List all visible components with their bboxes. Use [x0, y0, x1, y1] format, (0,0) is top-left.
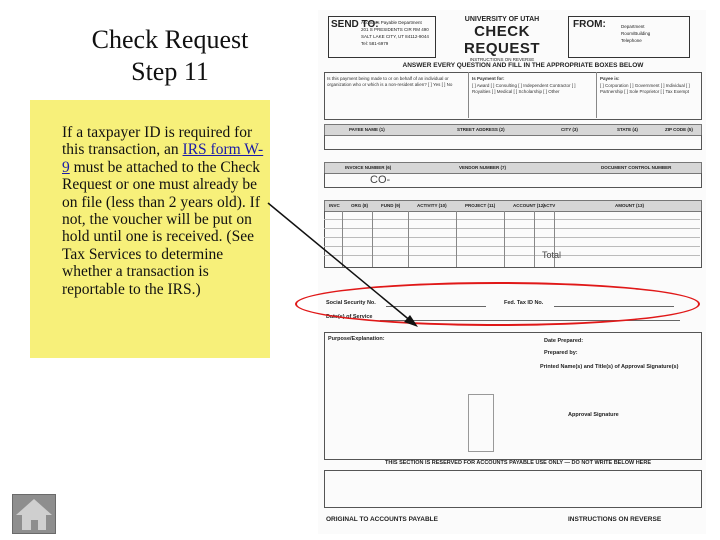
- co-prefix: CO-: [370, 174, 391, 186]
- col-zip: ZIP CODE (5): [665, 127, 693, 132]
- fed-tax-label: Fed. Tax ID No.: [504, 300, 544, 306]
- send-to-label: SEND TO:: [331, 19, 379, 30]
- col-vendor: VENDOR NUMBER (7): [459, 165, 507, 170]
- send-to-addr-line: 201 S PRESIDENTS CIR RM 490: [361, 27, 429, 32]
- purpose-label: Purpose/Explanation:: [328, 336, 385, 342]
- send-to-addr-line: SALT LAKE CITY, UT 84112-9044: [361, 34, 429, 39]
- payment-for-label: Is Payment for:: [472, 76, 505, 81]
- col-acct: ORG (8): [351, 203, 369, 208]
- col-acct: PROJECT (11): [465, 203, 496, 208]
- payee-is-options: [ ] Corporation [ ] Government [ ] Individual [ ] Partnership [ ] Sole Proprietor [ ] Tax Exempt: [600, 83, 690, 94]
- col-acct: ACTIVITY (10): [417, 203, 447, 208]
- slide-title-line2: Step 11: [131, 57, 209, 86]
- note-text-end: must be attached to the Check Request or one must already be on file (less than 2 years old). If not, the voucher will be put on hold until one is received. (See Tax Services to determine whether a transaction is reportable to the IRS.): [62, 158, 260, 298]
- col-city: CITY (3): [561, 127, 578, 132]
- nonresident-question: Is this payment being made to or on behalf of an individual or organization who or which is a non-resident alien? [ ] Yes [ ] No: [327, 76, 453, 87]
- date-prepared-label: Date Prepared:: [544, 338, 584, 344]
- payee-is-label: Payee is:: [600, 76, 620, 81]
- irs-w9-link[interactable]: IRS form W-9: [62, 141, 264, 176]
- send-to-addr-line: Tel: 581-6979: [361, 41, 389, 46]
- instructions-note: INSTRUCTIONS ON REVERSE: [469, 57, 535, 62]
- col-acct: INVC: [329, 203, 340, 208]
- note-text-start: If a taxpayer ID is required for this transaction, an: [62, 124, 253, 159]
- col-acct: FUND (9): [381, 203, 401, 208]
- ssn-label: Social Security No.: [326, 300, 376, 306]
- total-label: Total: [542, 250, 562, 260]
- col-acct: AMOUNT (13): [615, 203, 644, 208]
- send-to-addr-line: Accounts Payable Department: [361, 20, 422, 25]
- col-state: STATE (4): [617, 127, 638, 132]
- col-acct: ACCOUNT (12): [513, 203, 545, 208]
- approval-name-label: Printed Name(s) and Title(s) of Approval Signature(s): [540, 364, 679, 370]
- instructions-footer: INSTRUCTIONS ON REVERSE: [568, 516, 662, 523]
- original-to-ap: ORIGINAL TO ACCOUNTS PAYABLE: [326, 516, 438, 523]
- university-name: UNIVERSITY OF UTAH: [464, 16, 540, 23]
- payment-for-options: [ ] Award [ ] Consulting [ ] Independent Contractor [ ] Royalties [ ] Medical [ ] Scholarship [ ] Other: [472, 83, 576, 94]
- col-doc: DOCUMENT CONTROL NUMBER: [601, 165, 672, 170]
- answer-banner: ANSWER EVERY QUESTION AND FILL IN THE APPROPRIATE BOXES BELOW: [402, 62, 644, 69]
- prepared-by-label: Prepared by:: [544, 350, 578, 356]
- slide-title-line1: Check Request: [91, 25, 249, 54]
- service-date-label: Date(s) of Service: [326, 314, 373, 320]
- col-acct: ACTV: [543, 203, 556, 208]
- col-street: STREET ADDRESS (2): [457, 127, 505, 132]
- from-line: Department: [621, 24, 645, 29]
- from-label: FROM:: [573, 19, 606, 30]
- col-payee: PAYEE NAME (1): [349, 127, 385, 132]
- form-title: CHECK REQUEST: [463, 23, 540, 57]
- approval-signature-label: Approval Signature: [568, 412, 619, 418]
- from-line: Telephone: [621, 38, 642, 43]
- col-invoice: INVOICE NUMBER (6): [345, 165, 392, 170]
- from-line: Room/Building: [621, 31, 651, 36]
- reserved-banner: THIS SECTION IS RESERVED FOR ACCOUNTS PAYABLE USE ONLY — DO NOT WRITE BELOW HERE: [385, 460, 651, 466]
